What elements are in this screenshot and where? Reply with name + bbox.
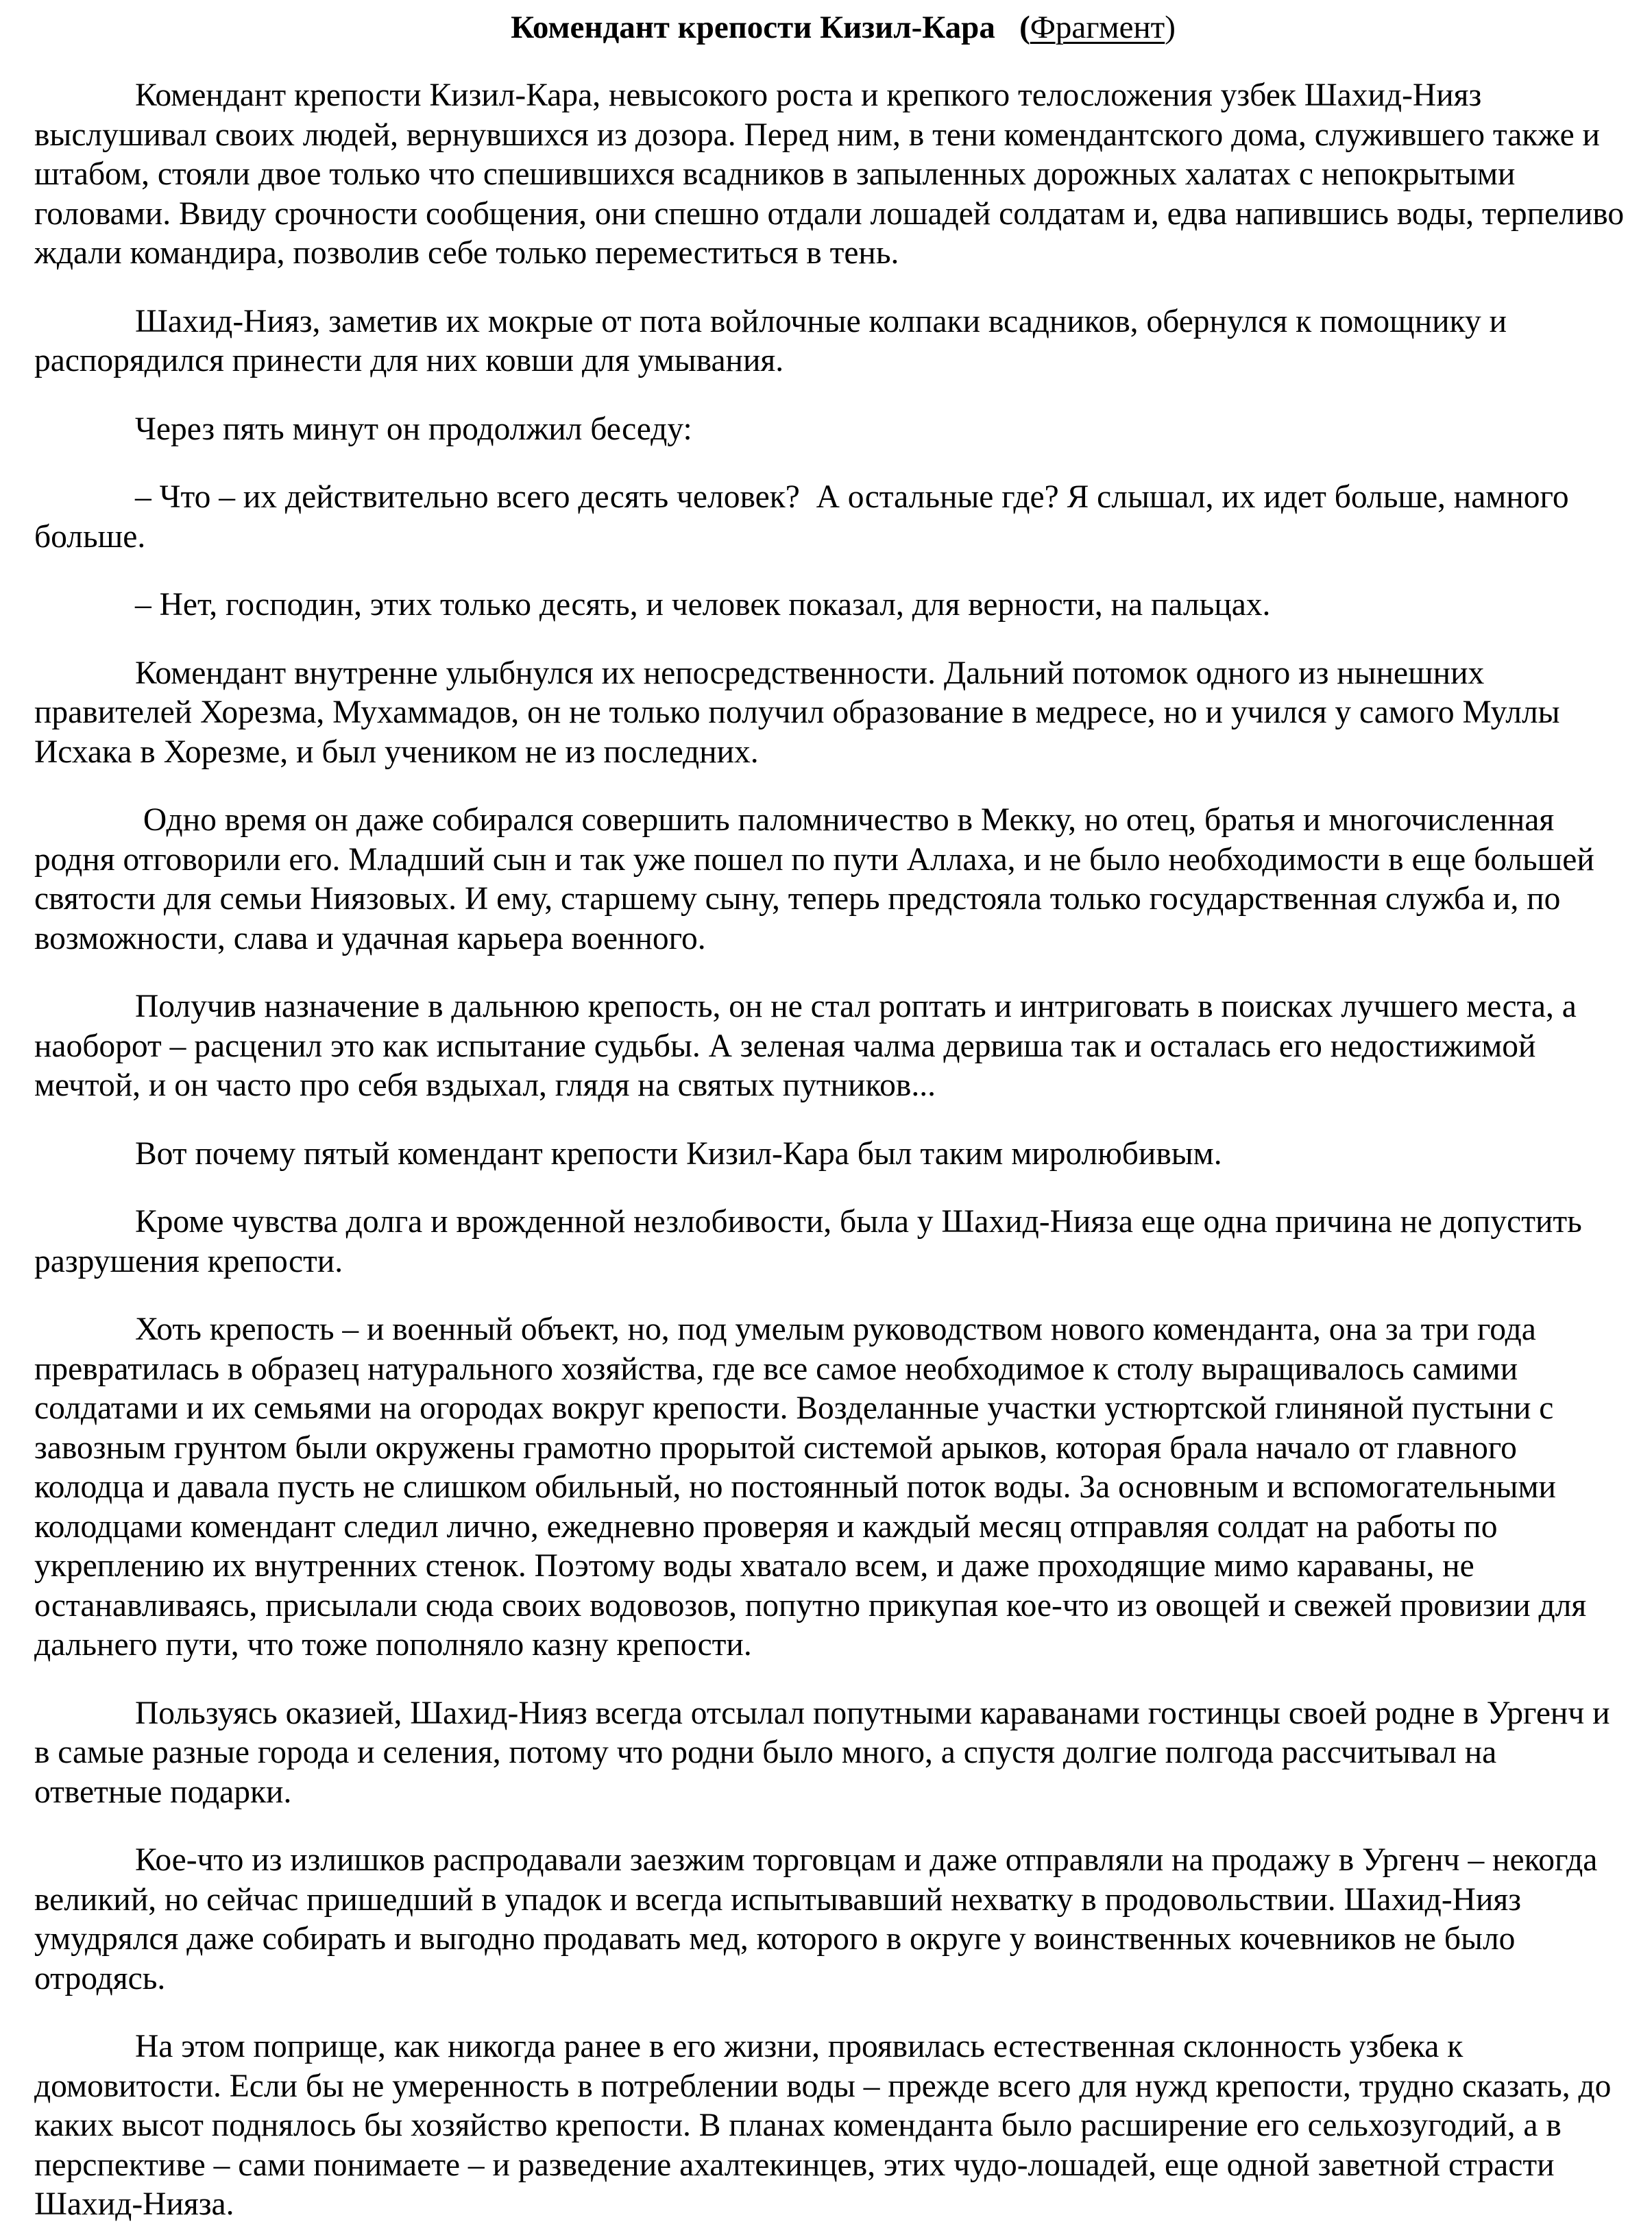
paragraph: – Что – их действительно всего десять человек? А остальные где? Я слышал, их идет больше, намного больше. bbox=[34, 479, 1577, 555]
document-body bbox=[34, 76, 1633, 2225]
paragraph: Через пять минут он продолжил беседу: bbox=[135, 411, 692, 447]
fragment-link[interactable]: Фрагмент bbox=[1030, 10, 1165, 45]
paragraph: Пользуясь оказией, Шахид-Нияз всегда отсылал попутными караванами гостинцы своей родне в Ургенч и в самые разные города и селения, потому что родни было много, а спустя долгие полгода рассчитывал на ответные подарки. bbox=[34, 1695, 1618, 1810]
paragraph: Одно время он даже собирался совершить паломничество в Мекку, но отец, братья и многочисленная родня отговорили его. Младший сын и так уже пошел по пути Аллаха, и не было необходимости в еще большей святости для семьи Ниязовых. И ему, старшему сыну, теперь предстояла только государственная служба и, по возможности, слава и удачная карьера военного. bbox=[34, 802, 1603, 956]
paragraph: На этом поприще, как никогда ранее в его жизни, проявилась естественная склонность узбека к домовитости. Если бы не умеренность в потреблении воды – прежде всего для нужд крепости, трудно сказать, до каких высот поднялось бы хозяйство крепости. В планах коменданта было расширение его сельхозугодий, а в перспективе – сами понимаете – и разведение ахалтекинцев, этих чудо-лошадей, еще одной заветной страсти Шахид-Нияза. bbox=[34, 2029, 1620, 2222]
paragraph: Кроме чувства долга и врожденной незлобивости, была у Шахид-Нияза еще одна причина не допустить разрушения крепости. bbox=[34, 1204, 1590, 1279]
paragraph: Комендант крепости Кизил-Кара, невысокого роста и крепкого телосложения узбек Шахид-Нияз выслушивал своих людей, вернувшихся из дозора. Перед ним, в тени комендантского дома, служившего также и штабом, стояли двое только что спешившихся всадников в запыленных дорожных халатах с непокрытыми головами. Ввиду срочности сообщения, они спешно отдали лошадей солдатам и, едва напившись воды, терпеливо ждали командира, позволив себе только переместиться в тень. bbox=[34, 77, 1633, 271]
document-title bbox=[34, 8, 1625, 47]
paragraph: – Нет, господин, этих только десять, и человек показал, для верности, на пальцах. bbox=[135, 587, 1271, 623]
paragraph: Кое-что из излишков распродавали заезжим торговцам и даже отправляли на продажу в Ургенч – некогда великий, но сейчас пришедший в упадок и всегда испытывавший нехватку в продовольствии. Шахид-Нияз умудрялся даже собирать и выгодно продавать мед, которого в округе у воинственных кочевников не было отродясь. bbox=[34, 1842, 1606, 1996]
paragraph: Хоть крепость – и военный объект, но, под умелым руководством нового коменданта, она за три года превратилась в образец натурального хозяйства, где все самое необходимое к столу выращивалось самими солдатами и их семьями на огородах вокруг крепости. Возделанные участки устюртской глиняной пустыни с завозным грунтом были окружены грамотно прорытой системой арыков, которая брала начало от главного колодца и давала пусть не слишком обильный, но постоянный поток воды. За основным и вспомогательными колодцами комендант следил лично, ежедневно проверяя и каждый месяц отправляя солдат на работы по укреплению их внутренних стенок. Поэтому воды хватало всем, и даже проходящие мимо караваны, не останавливаясь, присылали сюда своих водовозов, попутно прикупая кое-что из овощей и свежей провизии для дальнего пути, что тоже пополняло казну крепости. bbox=[34, 1312, 1595, 1663]
document-page bbox=[34, 0, 1633, 2225]
paragraph: Получив назначение в дальнюю крепость, он не стал роптать и интриговать в поисках лучшего места, а наоборот – расценил это как испытание судьбы. А зеленая чалма дервиша так и осталась его недостижимой мечтой, и он часто про себя вздыхал, глядя на святых путников... bbox=[34, 989, 1585, 1103]
paragraph: Шахид-Нияз, заметив их мокрые от пота войлочные колпаки всадников, обернулся к помощнику и распорядился принести для них ковши для умывания. bbox=[34, 303, 1515, 378]
title-paren-close: ) bbox=[1165, 10, 1176, 45]
title-gap bbox=[995, 10, 1019, 45]
title-text: Комендант крепости Кизил-Кара bbox=[511, 10, 995, 45]
paragraph: Вот почему пятый комендант крепости Кизил-Кара был таким миролюбивым. bbox=[135, 1135, 1222, 1172]
paragraph: Комендант внутренне улыбнулся их непосредственности. Дальний потомок одного из нынешних правителей Хорезма, Мухаммадов, он не только получил образование в медресе, но и учился у самого Муллы Исхака в Хорезме, и был учеником не из последних. bbox=[34, 655, 1568, 770]
title-paren-open: ( bbox=[1019, 10, 1030, 45]
